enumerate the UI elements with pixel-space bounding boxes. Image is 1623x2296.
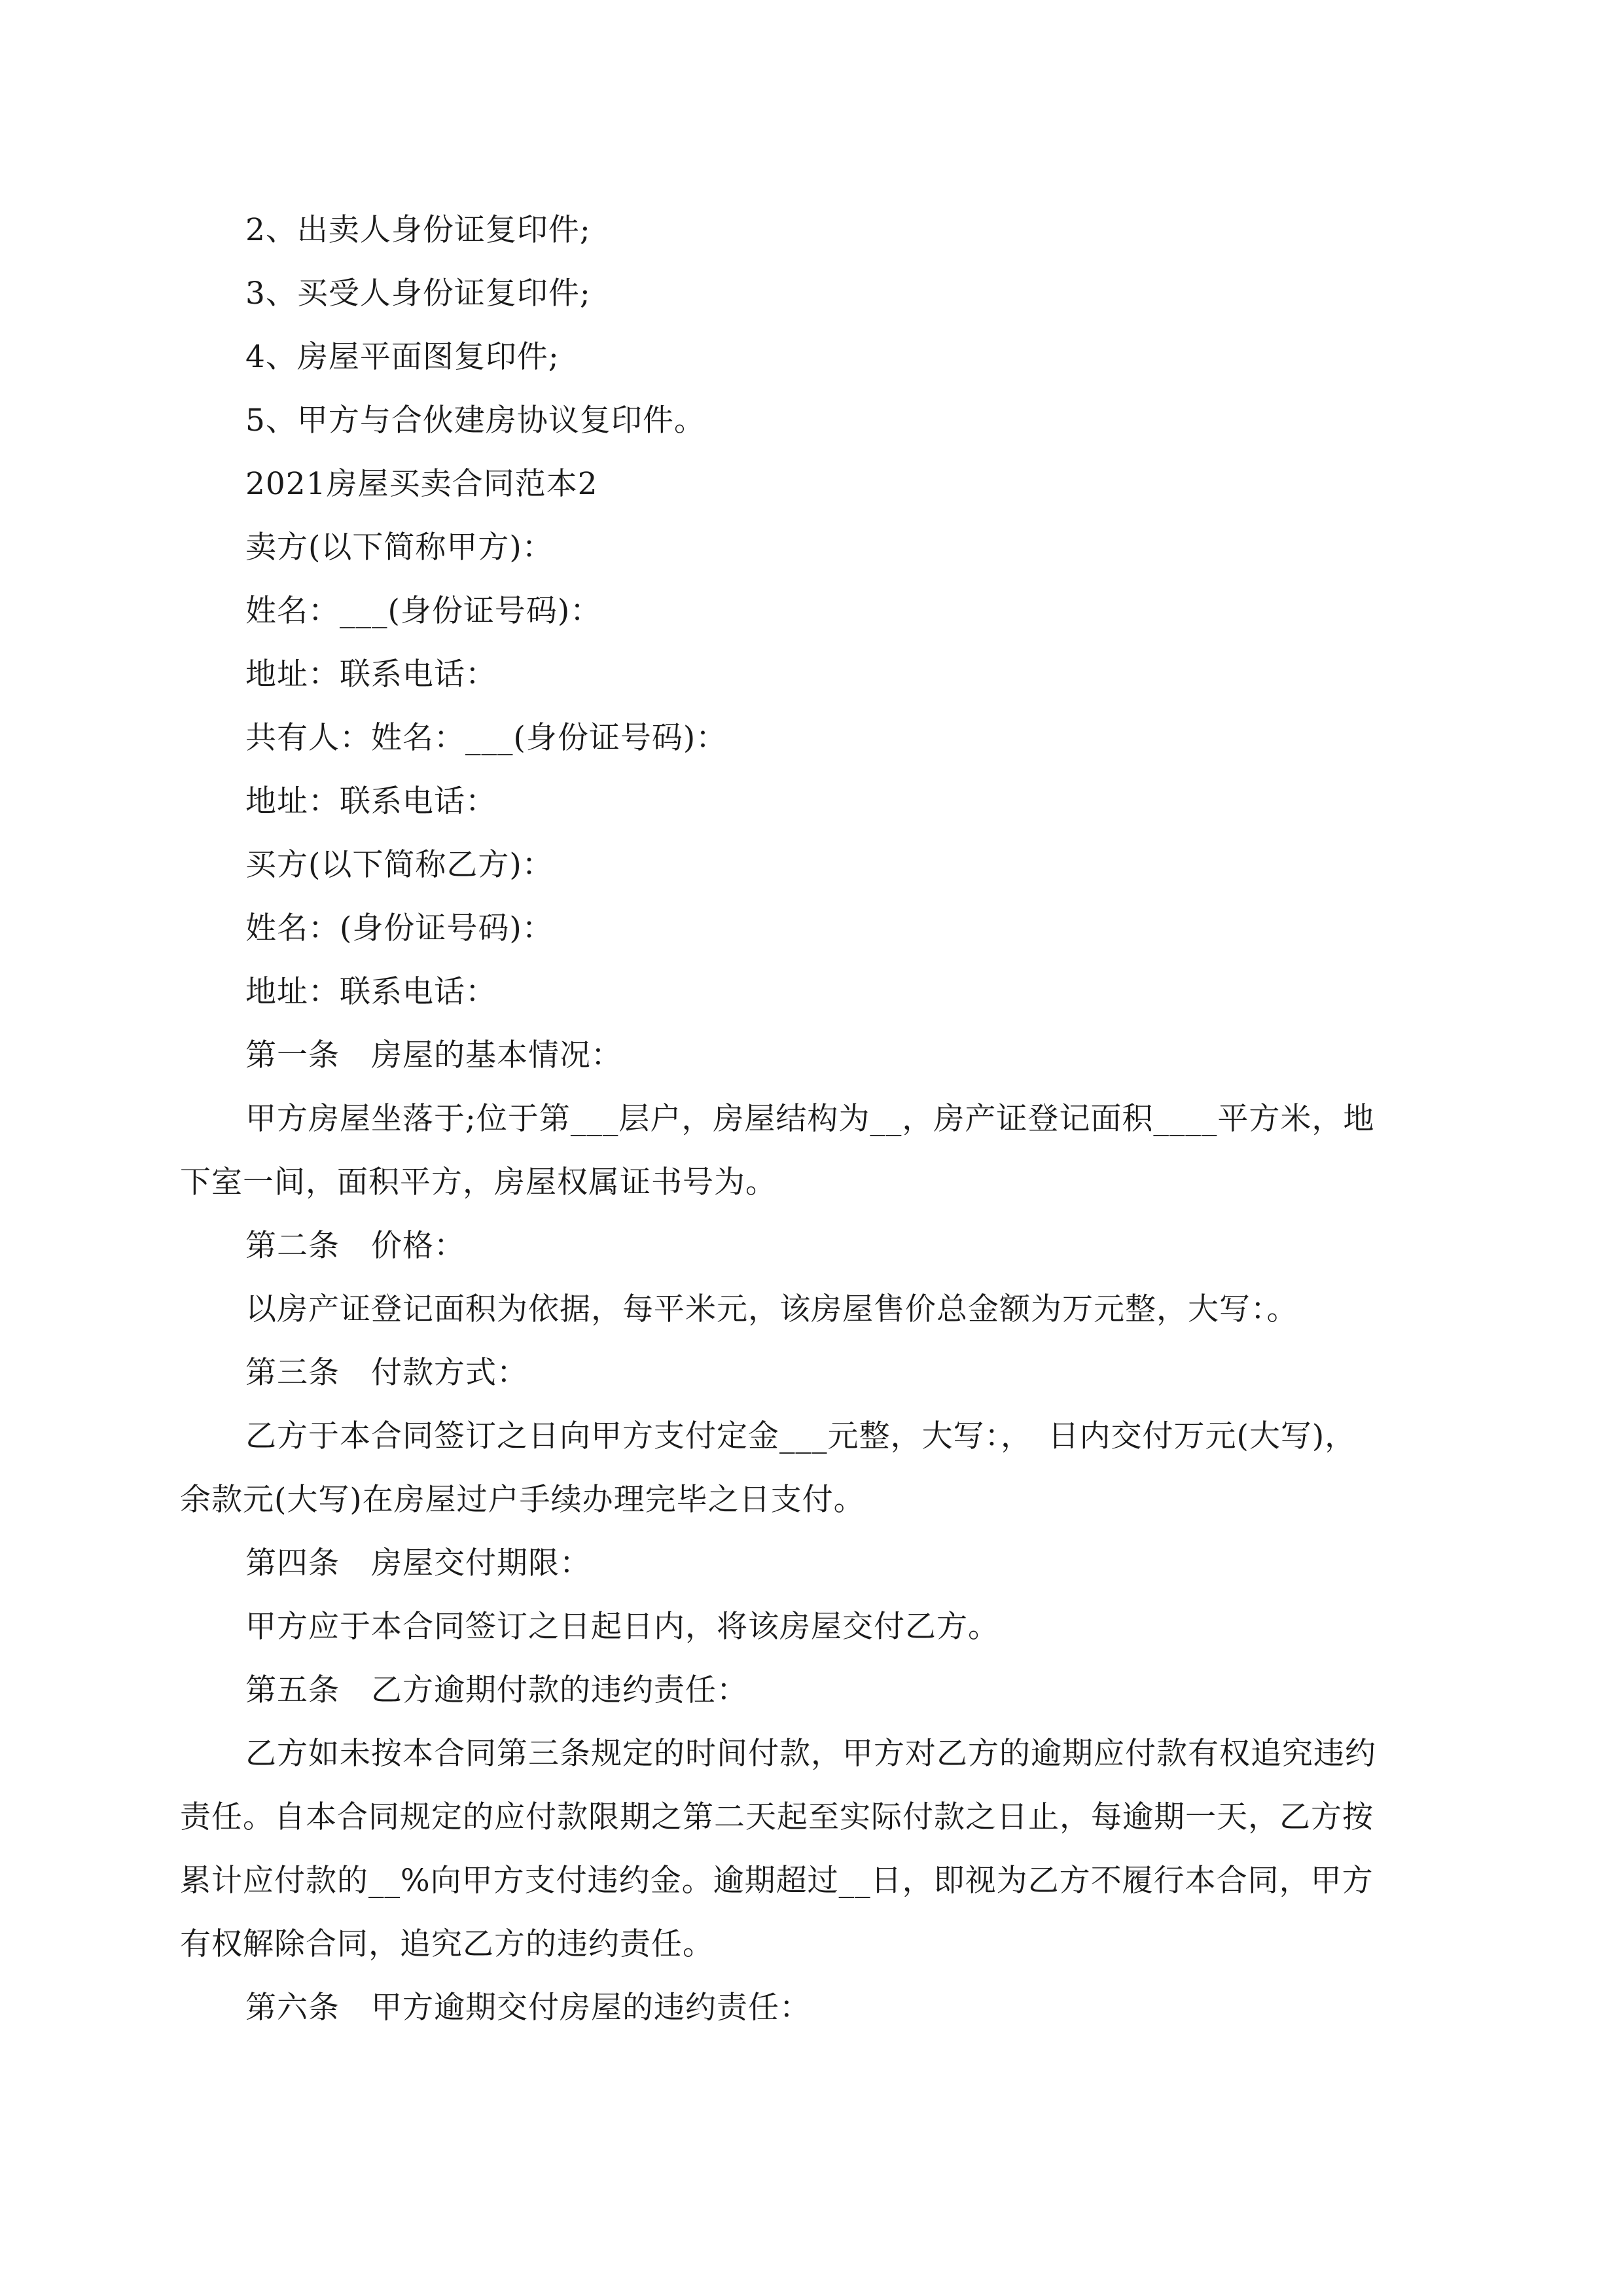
- article-6-title: 第六条 甲方逾期交付房屋的违约责任：: [245, 1990, 811, 2026]
- article-4-body: 甲方应于本合同签订之日起日内，将该房屋交付乙方。: [245, 1609, 999, 1645]
- article-3-title: 第三条 付款方式：: [245, 1355, 528, 1391]
- article-3-body: 乙方于本合同签订之日向甲方支付定金___元整，大写：， 日内交付万元(大写)，余款元(大写)在房屋过户手续办理完毕之日支付。: [180, 1418, 1357, 1518]
- seller-name-line: 姓名：___(身份证号码)：: [245, 593, 602, 629]
- seller-address-line: 地址：联系电话：: [245, 656, 497, 692]
- document-body: [180, 198, 1381, 2039]
- article-2-body: 以房产证登记面积为依据，每平米元，该房屋售价总金额为万元整，大写：。: [245, 1291, 1298, 1327]
- buyer-name-line: 姓名：(身份证号码)：: [245, 910, 554, 946]
- article-1-title: 第一条 房屋的基本情况：: [245, 1037, 622, 1073]
- buyer-heading: 买方(以下简称乙方)：: [245, 847, 554, 883]
- co-owner-line: 共有人：姓名：___(身份证号码)：: [245, 720, 728, 756]
- article-5-body: 乙方如未按本合同第三条规定的时间付款，甲方对乙方的逾期应付款有权追究违约责任。自本合同规定的应付款限期之第二天起至实际付款之日止，每逾期一天，乙方按累计应付款的__%向甲方支付违约金。逾期超过__日，即视为乙方不履行本合同，甲方有权解除合同，追究乙方的违约责任。: [180, 1736, 1376, 1962]
- article-5-title: 第五条 乙方逾期付款的违约责任：: [245, 1672, 748, 1708]
- article-4-title: 第四条 房屋交付期限：: [245, 1545, 591, 1581]
- attachment-item-2: 2、出卖人身份证复印件;: [245, 212, 591, 248]
- buyer-address-line: 地址：联系电话：: [245, 974, 497, 1010]
- article-2-title: 第二条 价格：: [245, 1228, 465, 1264]
- attachment-item-5: 5、甲方与合伙建房协议复印件。: [245, 403, 705, 439]
- section-title: 2021房屋买卖合同范本2: [245, 466, 598, 502]
- co-owner-address-line: 地址：联系电话：: [245, 783, 497, 819]
- attachment-item-4: 4、房屋平面图复印件;: [245, 339, 560, 375]
- attachment-item-3: 3、买受人身份证复印件;: [245, 276, 591, 312]
- seller-heading: 卖方(以下简称甲方)：: [245, 529, 554, 565]
- article-1-body: 甲方房屋坐落于;位于第___层户，房屋结构为__，房产证登记面积____平方米，地下室一间，面积平方，房屋权属证书号为。: [180, 1101, 1375, 1200]
